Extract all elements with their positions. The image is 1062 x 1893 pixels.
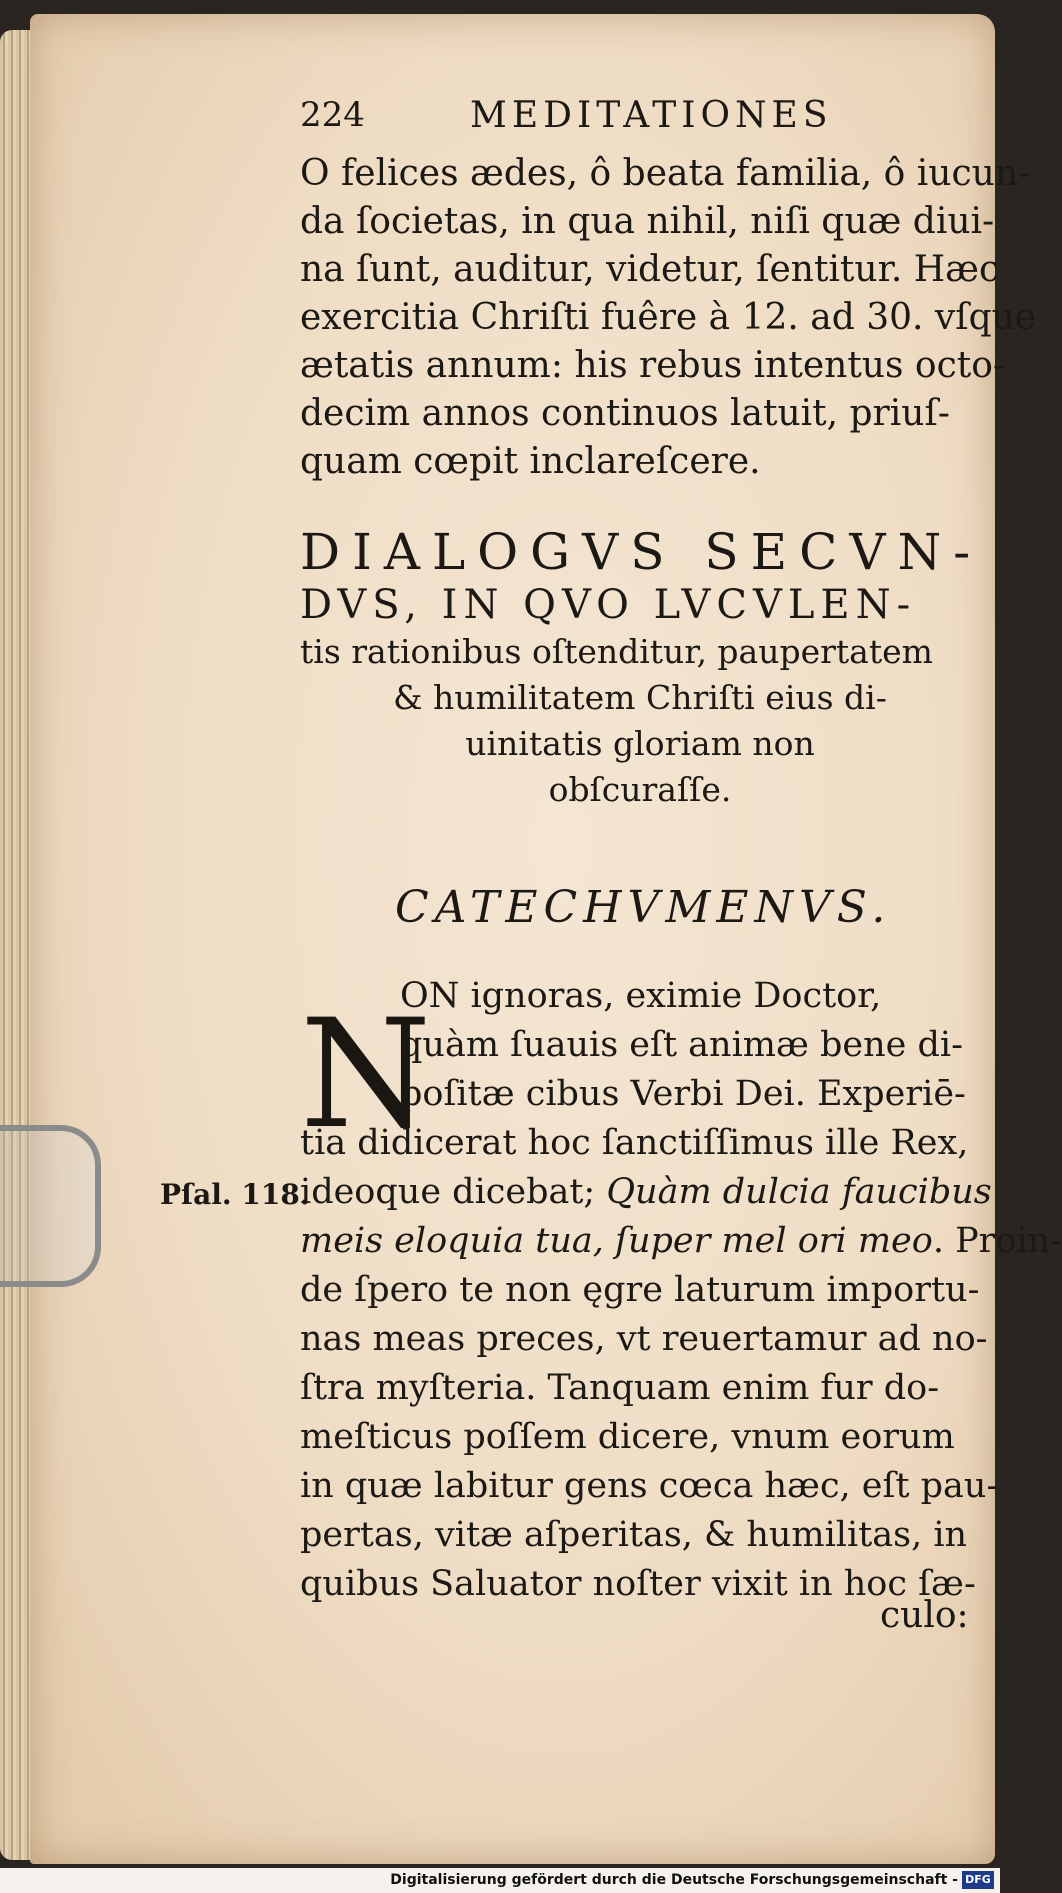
text-line: in quæ labitur gens cœca hæc, eſt pau- [300, 1466, 999, 1506]
heading-line: & humilitatem Chriſti eius di- [393, 678, 887, 717]
paragraph-1 [300, 150, 1037, 486]
page-header [300, 95, 880, 145]
text-line: na ſunt, auditur, videtur, ſentitur. Hæc [300, 249, 1000, 290]
text-run: ideoque dicebat; [300, 1172, 607, 1212]
heading-line: DIALOGVS SECVN- [300, 523, 983, 581]
heading-line: obſcuraſſe. [548, 770, 732, 809]
text-line: decim annos continuos latuit, priuſ- [300, 393, 950, 434]
heading-line: uinitatis gloriam non [465, 724, 815, 763]
drop-cap: N [300, 988, 432, 1162]
text-line: meſticus poſſem dicere, vnum eorum [300, 1417, 955, 1457]
text-line: poſitæ cibus Verbi Dei. Experiē- [400, 1074, 966, 1114]
quotation-run: Quàm dulcia faucibus [606, 1172, 992, 1212]
quotation-run: meis eloquia tua, ſuper mel ori meo [300, 1221, 933, 1261]
text-line: ætatis annum: his rebus intentus octo- [300, 345, 1006, 386]
text-line [300, 1217, 1062, 1266]
text-line: O felices ædes, ô beata familia, ô iucun- [300, 153, 1031, 194]
speaker-heading: CATECHVMENVS. [395, 882, 892, 933]
page-number: 224 [300, 95, 365, 135]
running-head: MEDITATIONES [470, 95, 833, 136]
text-line: quam cœpit inclareſcere. [300, 441, 761, 482]
margin-note: Pſal. 118. [160, 1178, 310, 1211]
paper-clip [0, 1125, 101, 1287]
text-line: quàm ſuauis eſt animæ bene di- [400, 1025, 963, 1065]
text-run: . Proin- [932, 1221, 1062, 1261]
text-line: pertas, vitæ aſperitas, & humilitas, in [300, 1515, 968, 1555]
text-line: tia didicerat hoc ſanctiſſimus ille Rex, [300, 1123, 969, 1163]
footer-credit: Digitalisierung gefördert durch die Deutsche Forschungsgemeinschaft - [390, 1872, 958, 1888]
text-line: da ſocietas, in qua nihil, niſi quæ diui- [300, 201, 995, 242]
catchword: culo: [880, 1595, 969, 1636]
text-line: nas meas preces, vt reuertamur ad no- [300, 1319, 988, 1359]
text-line: de ſpero te non ęgre laturum importu- [300, 1270, 980, 1310]
heading-line: tis rationibus oſtenditur, paupertatem [300, 632, 933, 671]
footer-bar [0, 1868, 1000, 1893]
heading-line: DVS, IN QVO LVCVLEN- [300, 582, 917, 628]
text-line: quibus Saluator noſter vixit in hoc ſæ- [300, 1564, 976, 1604]
text-line: ON ignoras, eximie Doctor, [400, 976, 882, 1016]
dfg-logo: DFG [962, 1871, 994, 1889]
text-line: ſtra myſteria. Tanquam enim fur do- [300, 1368, 940, 1408]
dialogue-heading [300, 523, 983, 813]
text-line [300, 1168, 992, 1217]
paragraph-2 [300, 972, 1062, 1609]
text-line: exercitia Chriſti fuêre à 12. ad 30. vſque [300, 297, 1037, 338]
